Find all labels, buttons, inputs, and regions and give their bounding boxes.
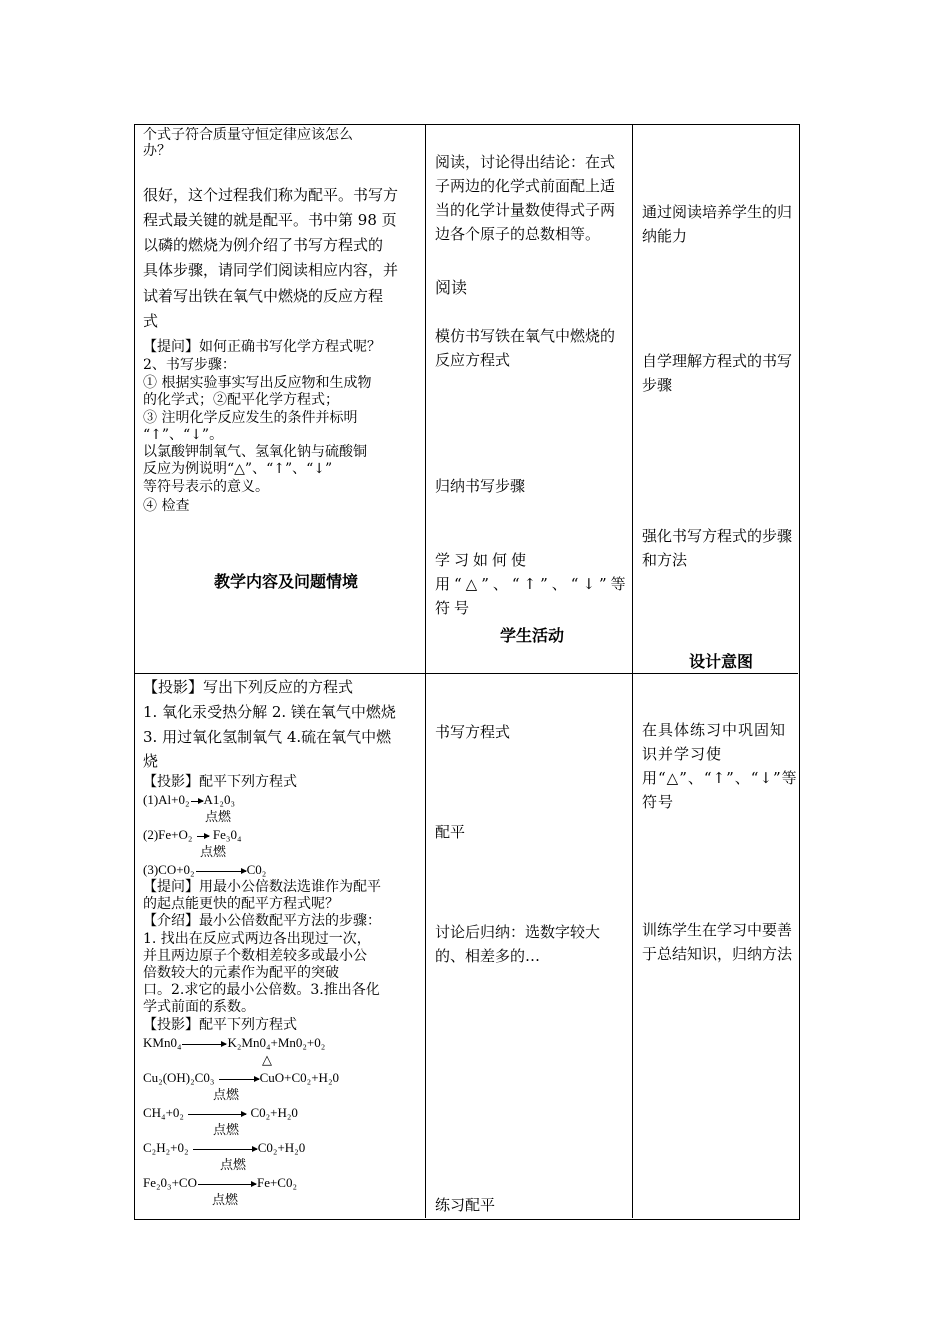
equation-8: Fe₂0₃+CO Fe+C0₂	[143, 1175, 298, 1190]
text-line: 具体步骤，请同学们阅读相应内容，并	[143, 261, 399, 279]
activity-text: 配平	[435, 823, 466, 841]
text-line: 反应为例说明“△”、“↑”、“↓”	[143, 461, 333, 477]
activity-text: 讨论后归纳：选数字较大的、相差多的…	[435, 923, 601, 965]
intent-text: 训练学生在学习中要善于总结知识，归纳方法	[642, 921, 793, 963]
equation-4: KMn0₄ K₂Mn0₄+Mn0₂+0₂	[143, 1035, 326, 1050]
text-line: 很好，这个过程我们称为配平。书写方	[143, 186, 399, 204]
text-line: 【介绍】最小公倍数配平方法的步骤：	[143, 913, 381, 929]
condition-label: 点燃	[212, 1192, 239, 1207]
text-line: 以磷的燃烧为例介绍了书写方程式的	[143, 236, 384, 254]
column-header-intent: 设计意图	[689, 652, 754, 671]
text-line: 的起点能更快的配平方程式呢？	[143, 896, 339, 912]
text-line: ③ 注明化学反应发生的条件并标明	[143, 410, 358, 426]
column-divider-1	[425, 124, 426, 1218]
text-line: 试着写出铁在氧气中燃烧的反应方程	[143, 287, 384, 305]
equation-2: (2)Fe+O₂ Fe₃0₄	[143, 827, 242, 842]
text-line: 程式最关键的就是配平。书中第 98 页	[143, 211, 397, 229]
condition-label: 点燃	[205, 809, 232, 824]
text-line: 的化学式；②配平化学方程式；	[143, 392, 339, 408]
equation-3: (3)CO+0₂ C0₂	[143, 862, 267, 877]
text-line: 倍数较大的元素作为配平的突破	[143, 965, 339, 981]
text-line: 2、书写步骤：	[143, 357, 236, 373]
intent-text: 通过阅读培养学生的归纳能力	[642, 203, 793, 245]
text-line: 3. 用过氧化氢制氧气 4.硫在氧气中燃	[143, 728, 392, 746]
activity-text: 模仿书写铁在氧气中燃烧的反应方程式	[435, 327, 616, 369]
text-line: 【提问】如何正确书写化学方程式呢？	[143, 339, 381, 355]
activity-text: 阅读，讨论得出结论：在式子两边的化学式前面配上适当的化学计量数使得式子两边各个原子的总数相等。	[435, 153, 616, 243]
text-line: ① 根据实验事实写出反应物和生成物	[143, 375, 372, 391]
text-line: 1. 找出在反应式两边各出现过一次，	[143, 931, 371, 947]
text-line: 并且两边原子个数相差较多或最小公	[143, 948, 367, 964]
text-line: 学式前面的系数。	[143, 999, 255, 1015]
column-divider-2	[632, 124, 633, 1218]
text-line: 口。2.求它的最小公倍数。3.推出各化	[143, 982, 380, 998]
text-line: 烧	[143, 752, 159, 770]
activity-text: 书写方程式	[435, 723, 511, 741]
text-line: 1. 氧化汞受热分解 2. 镁在氧气中燃烧	[143, 703, 396, 721]
equation-1: (1)Al+0₂ A1₂0₃	[143, 792, 235, 807]
text-line: 等符号表示的意义。	[143, 479, 269, 495]
text-line: “↑”、“↓”。	[143, 427, 224, 443]
text-line: 【投影】写出下列反应的方程式	[143, 678, 354, 696]
column-header-student: 学生活动	[500, 626, 565, 645]
text-line: 以氯酸钾制氧气、氢氧化钠与硫酸铜	[143, 444, 367, 460]
condition-label: 点燃	[220, 1157, 247, 1172]
text-line: 【投影】配平下列方程式	[143, 774, 297, 790]
text-line: 办？	[143, 143, 171, 159]
condition-label: △	[262, 1052, 272, 1067]
activity-text: 归纳书写步骤	[435, 477, 526, 495]
text-line: 【提问】用最小公倍数法选谁作为配平	[143, 879, 381, 895]
equation-5: Cu₂(OH)₂C0₃ CuO+C0₂+H₂0	[143, 1070, 339, 1085]
intent-text: 自学理解方程式的书写步骤	[642, 352, 793, 394]
equation-7: C₂H₂+0₂ C0₂+H₂0	[143, 1140, 306, 1155]
condition-label: 点燃	[213, 1087, 240, 1102]
text-line: 【投影】配平下列方程式	[143, 1017, 297, 1033]
condition-label: 点燃	[200, 844, 227, 859]
activity-text: 学习如何使用“△”、“↑”、“↓”等符号	[435, 551, 630, 617]
text-line: 式	[143, 312, 159, 330]
condition-label: 点燃	[213, 1122, 240, 1137]
text-line: 个式子符合质量守恒定律应该怎么	[143, 127, 353, 143]
equation-6: CH₄+0₂ C0₂+H₂0	[143, 1105, 298, 1120]
intent-text: 在具体练习中巩固知识并学习使用“△”、“↑”、“↓”等符号	[642, 721, 798, 811]
intent-text: 强化书写方程式的步骤和方法	[642, 527, 793, 569]
text-line: ④ 检查	[143, 498, 190, 514]
column-header-content: 教学内容及问题情境	[214, 572, 359, 591]
activity-text: 阅读	[435, 278, 468, 297]
activity-text: 练习配平	[435, 1196, 496, 1214]
